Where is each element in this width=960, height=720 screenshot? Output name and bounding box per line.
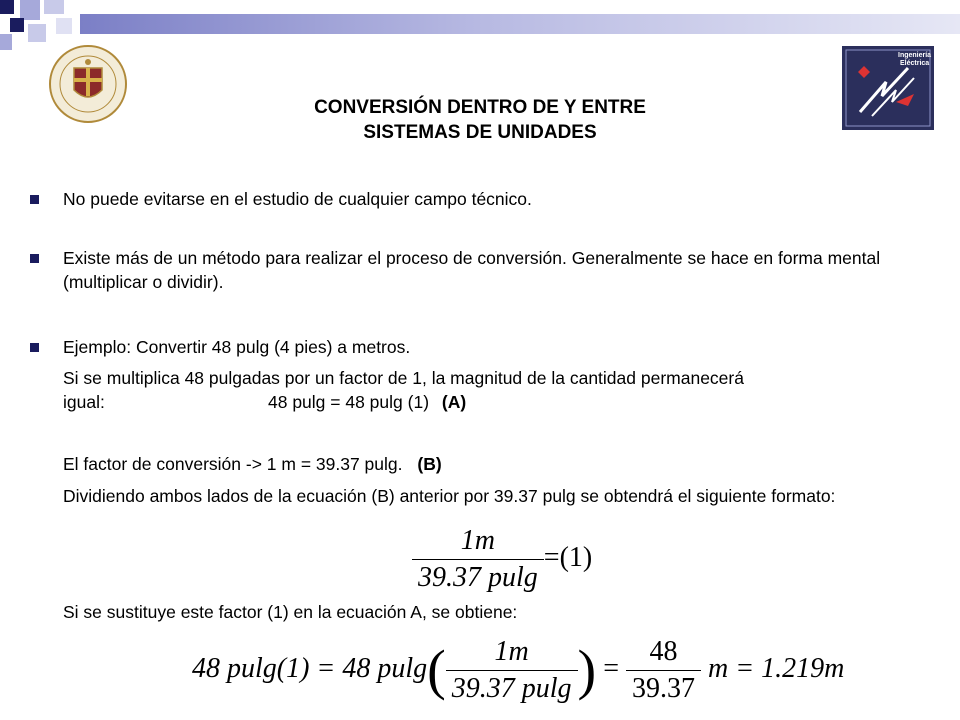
equation-lhs: 48 pulg(1) = 48 pulg bbox=[192, 652, 428, 684]
left-paren: ( bbox=[427, 639, 446, 702]
equation-a-tag: (A) bbox=[441, 392, 467, 412]
equation-result: m = 1.219m bbox=[708, 652, 845, 684]
fraction-numerator: 48 bbox=[649, 636, 678, 667]
university-seal-logo bbox=[48, 44, 128, 124]
bullet-marker bbox=[30, 254, 39, 263]
bullet-text-2: Existe más de un método para realizar el proceso de conversión. Generalmente se hace en forma mental (multiplicar o dividir). bbox=[63, 248, 881, 292]
fraction bbox=[412, 525, 544, 594]
corner-square-3 bbox=[44, 0, 64, 14]
equation-b-tag: (B) bbox=[417, 454, 442, 474]
conversion-factor-equation bbox=[412, 525, 592, 594]
fraction-denominator: 39.37 bbox=[626, 670, 701, 705]
fraction-numerator: 1m bbox=[494, 636, 529, 667]
title-line-1: CONVERSIÓN DENTRO DE Y ENTRE bbox=[314, 97, 646, 118]
slide-title bbox=[160, 95, 800, 145]
paragraph-factor bbox=[63, 452, 923, 476]
corner-square-6 bbox=[0, 34, 12, 50]
igual-label: igual: bbox=[63, 392, 105, 412]
final-equation bbox=[192, 636, 844, 705]
fraction bbox=[626, 636, 701, 705]
bullet-text-1: No puede evitarse en el estudio de cualquier campo técnico. bbox=[63, 189, 532, 209]
fraction-numerator: 1m bbox=[460, 525, 495, 556]
paragraph-multiply-line1: Si se multiplica 48 pulgadas por un factor de 1, la magnitud de la cantidad permanecerá bbox=[63, 368, 744, 388]
logo-text-1: Ingeniería bbox=[898, 52, 932, 59]
corner-square-2 bbox=[20, 0, 40, 20]
logo-text-2: Eléctrica bbox=[900, 60, 930, 67]
title-line-2: SISTEMAS DE UNIDADES bbox=[363, 122, 597, 143]
header-bar bbox=[80, 14, 960, 34]
equation-rhs: =(1) bbox=[543, 541, 593, 573]
bullet-marker bbox=[30, 343, 39, 352]
paragraph-multiply bbox=[63, 366, 923, 414]
factor-text: El factor de conversión -> 1 m = 39.37 pulg. bbox=[63, 454, 403, 474]
fraction-denominator: 39.37 pulg bbox=[446, 670, 578, 705]
ingenieria-electrica-logo bbox=[842, 46, 934, 130]
equation-a: 48 pulg = 48 pulg (1) bbox=[268, 392, 430, 412]
right-paren: ) bbox=[577, 639, 597, 702]
paragraph-divide: Dividiendo ambos lados de la ecuación (B) anterior por 39.37 pulg se obtendrá el siguiente formato: bbox=[63, 486, 836, 506]
bullet-text-3: Ejemplo: Convertir 48 pulg (4 pies) a metros. bbox=[63, 337, 411, 357]
fraction-denominator: 39.37 pulg bbox=[412, 559, 544, 594]
corner-square-5 bbox=[28, 24, 46, 42]
equals-sign: = bbox=[603, 652, 619, 684]
paragraph-multiply-line2 bbox=[63, 390, 923, 414]
corner-square-4 bbox=[10, 18, 24, 32]
paragraph-substitute: Si se sustituye este factor (1) en la ecuación A, se obtiene: bbox=[63, 602, 518, 622]
corner-square-7 bbox=[56, 18, 72, 34]
bullet-marker bbox=[30, 195, 39, 204]
fraction bbox=[446, 636, 578, 705]
corner-square-1 bbox=[0, 0, 14, 14]
